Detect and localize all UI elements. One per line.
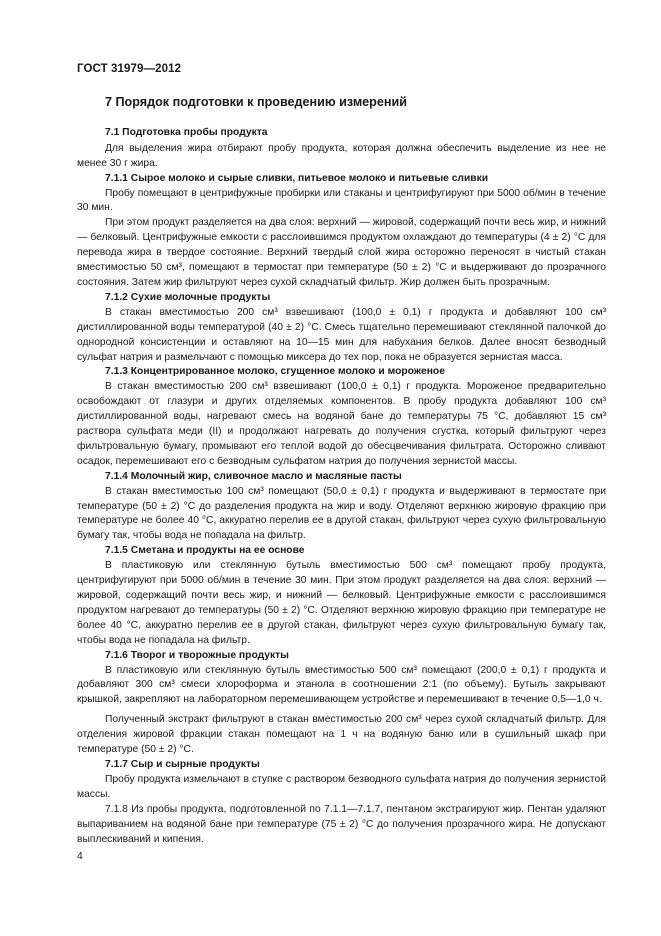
- subsection-heading-7-1-2: 7.1.2 Сухие молочные продукты: [105, 291, 271, 303]
- document-header: ГОСТ 31979—2012: [77, 63, 182, 75]
- subsection-heading-7-1-6: 7.1.6 Творог и творожные продукты: [105, 649, 289, 661]
- paragraph: В пластиковую или стеклянную бутыль вместимостью 500 см³ помещают пробу продукта, центрифугируют при 5000 об/мин в течение 30 мин. При этом продукт разделяется на два слоя: верхний — жировой, содержащий почти весь жир, и нижний — белковый. Центрифужные емкости с расслоившимся продуктом нагревают до температуры (50 ± 2) °С. Отделяют верхнюю жировую фракцию при температуре не более 40 °С, аккуратно перелив ее в другой стакан, фильтруют через сухую фильтровальную бумагу так, чтобы вода не попадала на фильтр.: [77, 560, 606, 646]
- paragraph: В стакан вместимостью 200 см³ взвешивают (100,0 ± 0,1) г продукта и добавляют 100 см³ дистиллированной воды температурой (40 ± 2) °С. Смесь тщательно перемешивают стеклянной палочкой до однородной консистенции и оставляют на 10—15 мин для набухания белков. Далее вносят безводный сульфат натрия и размельчают с помощью миксера до тех пор, пока не образуется зернистая масса.: [77, 306, 606, 363]
- subsection-heading-7-1: 7.1 Подготовка пробы продукта: [105, 126, 268, 138]
- paragraph: При этом продукт разделяется на два слоя: верхний — жировой, содержащий почти весь жир, и нижний — белковый. Центрифужные емкости с расслоившимся продуктом охлаждают до температуры (4 ± 2) °С для перевода жира в твердое состояние. Верхний твердый слой жира осторожно переносят в чистый стакан вместимостью 50 см³, помещают в термостат при температуре (50 ± 2) °С и выдерживают до прозрачного состояния. Затем жир фильтруют через сухой складчатый фильтр. Жир должен быть прозрачным.: [77, 217, 606, 288]
- paragraph: В стакан вместимостью 100 см³ помещают (50,0 ± 0,1) г продукта и выдерживают в термостате при температуре (50 ± 2) °С до разделения продукта на жир и воду. Отделяют верхнюю жировую фракцию при температуре не более 40 °С, аккуратно перелив ее в другой стакан, фильтруют через сухую фильтровальную бумагу так, чтобы вода не попадала на фильтр.: [77, 485, 606, 542]
- paragraph: Пробу продукта измельчают в ступке с раствором безводного сульфата натрия до получения зернистой массы.: [77, 773, 606, 800]
- subsection-heading-7-1-4: 7.1.4 Молочный жир, сливочное масло и масляные пасты: [105, 470, 402, 482]
- paragraph-7-1-8: 7.1.8 Из пробы продукта, подготовленной по 7.1.1—7.1.7, пентаном экстрагируют жир. Пентан удаляют выпариванием на водяной бане при температуре (75 ± 2) °С до получения прозрачного жира. Не допускают выплескиваний и кипения.: [77, 803, 606, 845]
- page-number: 4: [77, 851, 83, 862]
- subsection-heading-7-1-3: 7.1.3 Концентрированное молоко, сгущенное молоко и мороженое: [105, 366, 445, 378]
- paragraph: В пластиковую или стеклянную бутыль вместимостью 500 см³ помещают (200,0 ± 0,1) г продукта и добавляют 300 см³ смеси хлороформа и этанола в соотношении 2:1 (по объему). Бутыль закрывают крышкой, закрепляют на лабораторном перемешивающем устройстве и перемешивают в течение 0,5—1,0 ч.: [77, 664, 606, 706]
- section-title: 7 Порядок подготовки к проведению измерений: [105, 95, 407, 109]
- document-body: [77, 95, 606, 847]
- paragraph: Пробу помещают в центрифужные пробирки или стаканы и центрифугируют при 5000 об/мин в течение 30 мин.: [77, 187, 606, 214]
- subsection-heading-7-1-7: 7.1.7 Сыр и сырные продукты: [105, 758, 260, 770]
- subsection-heading-7-1-1: 7.1.1 Сырое молоко и сырые сливки, питьевое молоко и питьевые сливки: [105, 172, 489, 184]
- paragraph: Полученный экстракт фильтруют в стакан вместимостью 200 см³ через сухой складчатый фильтр. Для отделения жировой фракции стакан помещают на 1 ч на водяную баню или в сушильный шкаф при температуре (50 ± 2) °С.: [77, 714, 606, 756]
- paragraph: В стакан вместимостью 200 см³ взвешивают (100,0 ± 0,1) г продукта. Мороженое предварительно освобождают от глазури и других отделяемых компонентов. В пробу продукта добавляют 100 см³ дистиллированной воды, нагревают смесь на водяной бане до температуры 75 °С, добавляют 15 см³ раствора сульфата меди (II) и продолжают нагревать до получения сгустка, который фильтруют через фильтровальную бумагу, промывают его теплой водой до обесцвечивания фильтрата. Осторожно сливают осадок, перемешивают его с безводным сульфатом натрия до получения зернистой массы.: [77, 381, 606, 467]
- subsection-heading-7-1-5: 7.1.5 Сметана и продукты на ее основе: [105, 545, 305, 557]
- paragraph: Для выделения жира отбирают пробу продукта, которая должна обеспечить выделение из нее не менее 30 г жира.: [77, 142, 606, 169]
